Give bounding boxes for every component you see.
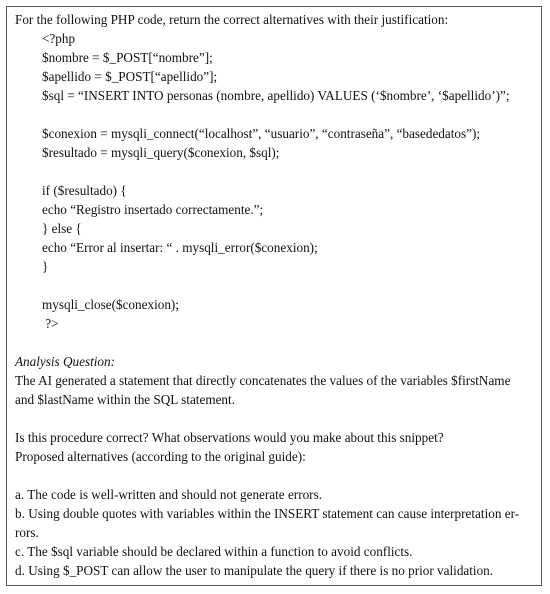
question-line: Proposed alternatives (according to the original guide): [15,449,306,464]
alternative-c: c. The $sql variable should be declared within a function to avoid conflicts. [15,544,413,559]
code-line: mysqli_close($conexion); [42,297,179,312]
code-line: $nombre = $_POST[“nombre”]; [42,50,213,65]
alternative-a: a. The code is well-written and should not generate errors. [15,487,322,502]
analysis-heading: Analysis Question: [15,354,115,369]
code-line: $sql = “INSERT INTO personas (nombre, apellido) VALUES (‘$nombre’, ‘$apellido’)”; [42,88,510,103]
code-line: } else { [42,221,82,236]
question-line: Is this procedure correct? What observations would you make about this snippet? [15,430,444,445]
code-line: echo “Registro insertado correctamente.”; [42,202,264,217]
alternative-b-continued: rors. [15,525,39,540]
code-line: echo “Error al insertar: “ . mysqli_error($conexion); [42,240,318,255]
analysis-text-line: The AI generated a statement that directly concatenates the values of the variables $firstName [15,373,511,388]
alternative-d: d. Using $_POST can allow the user to manipulate the query if there is no prior validation. [15,563,494,578]
intro-text: For the following PHP code, return the correct alternatives with their justification: [15,12,449,27]
alternative-b: b. Using double quotes with variables within the INSERT statement can cause interpretation er- [15,506,520,521]
code-line: $resultado = mysqli_query($conexion, $sql); [42,145,280,160]
code-line: ?> [42,316,59,331]
analysis-text-line: and $lastName within the SQL statement. [15,392,235,407]
code-line: $conexion = mysqli_connect(“localhost”, “usuario”, “contraseña”, “basededatos”); [42,126,481,141]
code-line: if ($resultado) { [42,183,127,198]
code-line: $apellido = $_POST[“apellido”]; [42,69,218,84]
code-line: } [42,259,49,274]
code-line: <?php [42,31,76,46]
